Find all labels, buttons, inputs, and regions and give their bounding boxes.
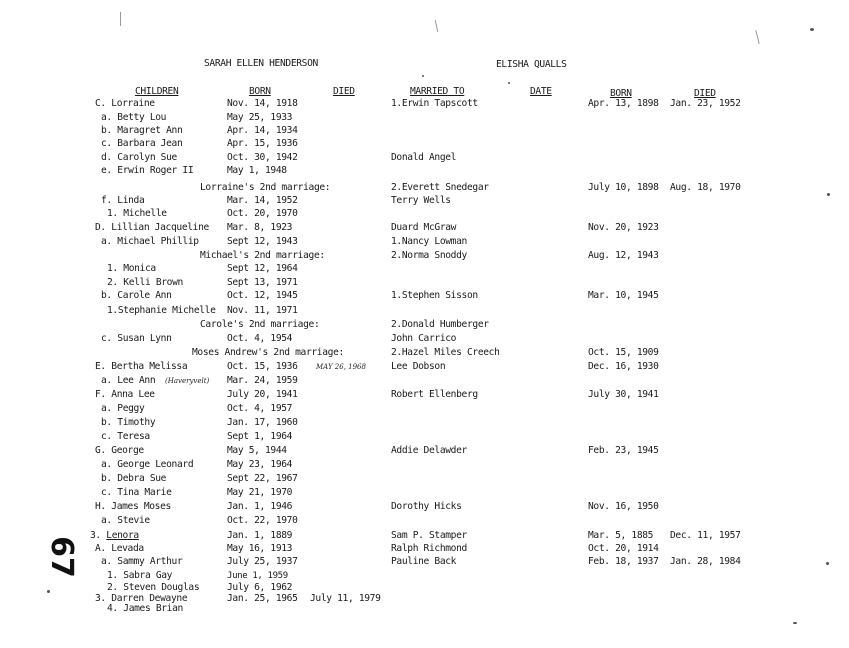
child-name: b. Debra Sue [101,473,167,484]
header-children: CHILDREN [135,86,179,97]
born-date: July 6, 1962 [227,582,293,593]
child-name: a. Michael Phillip [101,236,199,247]
spouse-born-date: Apr. 13, 1898 [588,98,659,109]
spouse-name: Addie Delawder [391,445,467,456]
spouse-born-date: Mar. 5, 1885 [588,530,654,541]
born-date: Sept 22, 1967 [227,473,298,484]
marriage-note: Michael's 2nd marriage: [200,250,325,261]
born-date: Oct. 4, 1954 [227,333,293,344]
header-born: BORN [249,86,271,97]
born-date: Mar. 14, 1952 [227,195,298,206]
spouse-name: 2.Norma Snoddy [391,250,467,261]
born-date: Jan. 25, 1965 [227,593,298,604]
born-date: Oct. 15, 1936 [227,361,298,372]
born-date: May 25, 1933 [227,112,293,123]
spouse-born-date: Mar. 10, 1945 [588,290,659,301]
scan-mark [435,20,438,32]
spouse-name: 1.Erwin Tapscott [391,98,478,109]
handwritten-name-note: (Haveryvelt) [165,377,210,385]
child-name: a. Sammy Arthur [101,556,183,567]
born-date: Nov. 11, 1971 [227,305,298,316]
child-name: 2. Kelli Brown [107,277,183,288]
scan-speck [508,82,510,84]
born-date: May 5, 1944 [227,445,287,456]
born-date: Oct. 4, 1957 [227,403,293,414]
scan-speck [422,75,424,77]
child-name: c. Teresa [101,431,150,442]
scan-speck [810,28,814,31]
child-name: a. Lee Ann [101,375,156,386]
child-name: a. Stevie [101,515,150,526]
header-date: DATE [530,86,552,97]
born-date: July 20, 1941 [227,389,298,400]
scan-mark [120,12,121,26]
born-date: Oct. 30, 1942 [227,152,298,163]
born-date: Nov. 14, 1918 [227,98,298,109]
spouse-name: John Carrico [391,333,457,344]
child-name: b. Timothy [101,417,156,428]
spouse-born-date: Oct. 15, 1909 [588,347,659,358]
wife-title: SARAH ELLEN HENDERSON [204,58,318,69]
spouse-died-date: Dec. 11, 1957 [670,530,741,541]
spouse-born-date: Oct. 20, 1914 [588,543,659,554]
born-date: June 1, 1959 [227,571,288,581]
born-date: Jan. 17, 1960 [227,417,298,428]
born-date: Oct. 22, 1970 [227,515,298,526]
child-name: E. Bertha Melissa [95,361,188,372]
child-name: a. Peggy [101,403,145,414]
child-name: 3. Lenora [90,530,139,541]
spouse-died-date: Jan. 28, 1984 [670,556,741,567]
child-name: 4. James Brian [107,603,183,614]
born-date: Oct. 12, 1945 [227,290,298,301]
spouse-name: 2.Hazel Miles Creech [391,347,500,358]
marriage-note: Carole's 2nd marriage: [200,319,320,330]
born-date: Sept 12, 1964 [227,263,298,274]
born-date: May 16, 1913 [227,543,293,554]
born-date: Oct. 20, 1970 [227,208,298,219]
spouse-born-date: Dec. 16, 1930 [588,361,659,372]
born-date: May 21, 1970 [227,487,293,498]
header-married-to: MARRIED TO [410,86,465,97]
child-name: G. George [95,445,144,456]
child-name: 2. Steven Douglas [107,582,200,593]
spouse-died-date: Aug. 18, 1970 [670,182,741,193]
spouse-born-date: Nov. 16, 1950 [588,501,659,512]
spouse-name: Robert Ellenberg [391,389,478,400]
child-name: c. Tina Marie [101,487,172,498]
spouse-name: Ralph Richmond [391,543,467,554]
marriage-note: Lorraine's 2nd marriage: [200,182,331,193]
child-name: A. Levada [95,543,144,554]
spouse-name: Lee Dobson [391,361,446,372]
child-name: 1. Sabra Gay [107,570,173,581]
child-name: c. Susan Lynn [101,333,172,344]
child-name: D. Lillian Jacqueline [95,222,209,233]
husband-title: ELISHA QUALLS [496,59,567,70]
child-name: 1.Stephanie Michelle [107,305,216,316]
spouse-born-date: Aug. 12, 1943 [588,250,659,261]
spouse-born-date: July 10, 1898 [588,182,659,193]
child-name: C. Lorraine [95,98,155,109]
died-date: July 11, 1979 [310,593,381,604]
spouse-name: Donald Angel [391,152,457,163]
scan-speck [827,193,830,196]
child-name: a. Betty Lou [101,112,167,123]
child-name: d. Carolyn Sue [101,152,177,163]
child-name: a. George Leonard [101,459,194,470]
spouse-name: Duard McGraw [391,222,457,233]
margin-page-number: 67 [43,536,79,578]
marriage-note: Moses Andrew's 2nd marriage: [192,347,344,358]
born-date: Jan. 1, 1889 [227,530,293,541]
spouse-died-date: Jan. 23, 1952 [670,98,741,109]
spouse-born-date: Feb. 23, 1945 [588,445,659,456]
child-name: H. James Moses [95,501,171,512]
born-date: Sept 1, 1964 [227,431,293,442]
born-date: May 23, 1964 [227,459,293,470]
header-died: DIED [333,86,355,97]
spouse-born-date: July 30, 1941 [588,389,659,400]
child-name: e. Erwin Roger II [101,165,194,176]
born-date: Apr. 15, 1936 [227,138,298,149]
born-date: Apr. 14, 1934 [227,125,298,136]
child-name: 1. Michelle [107,208,167,219]
spouse-name: Sam P. Stamper [391,530,467,541]
born-date: Sept 12, 1943 [227,236,298,247]
spouse-name: Terry Wells [391,195,451,206]
child-name: c. Barbara Jean [101,138,183,149]
spouse-name: Pauline Back [391,556,457,567]
spouse-name: 2.Donald Humberger [391,319,489,330]
child-name: 3. Darren Dewayne [95,593,188,604]
header-spouse-died: DIED [694,88,716,99]
child-name: 1. Monica [107,263,156,274]
spouse-born-date: Feb. 18, 1937 [588,556,659,567]
scan-speck [826,562,829,565]
spouse-name: 2.Everett Snedegar [391,182,489,193]
born-date: July 25, 1937 [227,556,298,567]
born-date: Mar. 24, 1959 [227,375,298,386]
born-date: May 1, 1948 [227,165,287,176]
scan-speck [793,622,797,624]
spouse-name: 1.Nancy Lowman [391,236,467,247]
spouse-name: Dorothy Hicks [391,501,462,512]
spouse-born-date: Nov. 20, 1923 [588,222,659,233]
handwritten-died-note: MAY 26, 1968 [316,363,366,371]
child-name: f. Linda [101,195,145,206]
spouse-name: 1.Stephen Sisson [391,290,478,301]
child-name: b. Carole Ann [101,290,172,301]
child-name: b. Maragret Ann [101,125,183,136]
born-date: Jan. 1, 1946 [227,501,293,512]
scan-speck [47,590,50,593]
born-date: Mar. 8, 1923 [227,222,293,233]
header-spouse-born: BORN [610,88,632,99]
born-date: Sept 13, 1971 [227,277,298,288]
scan-mark [755,30,759,44]
child-name: F. Anna Lee [95,389,155,400]
